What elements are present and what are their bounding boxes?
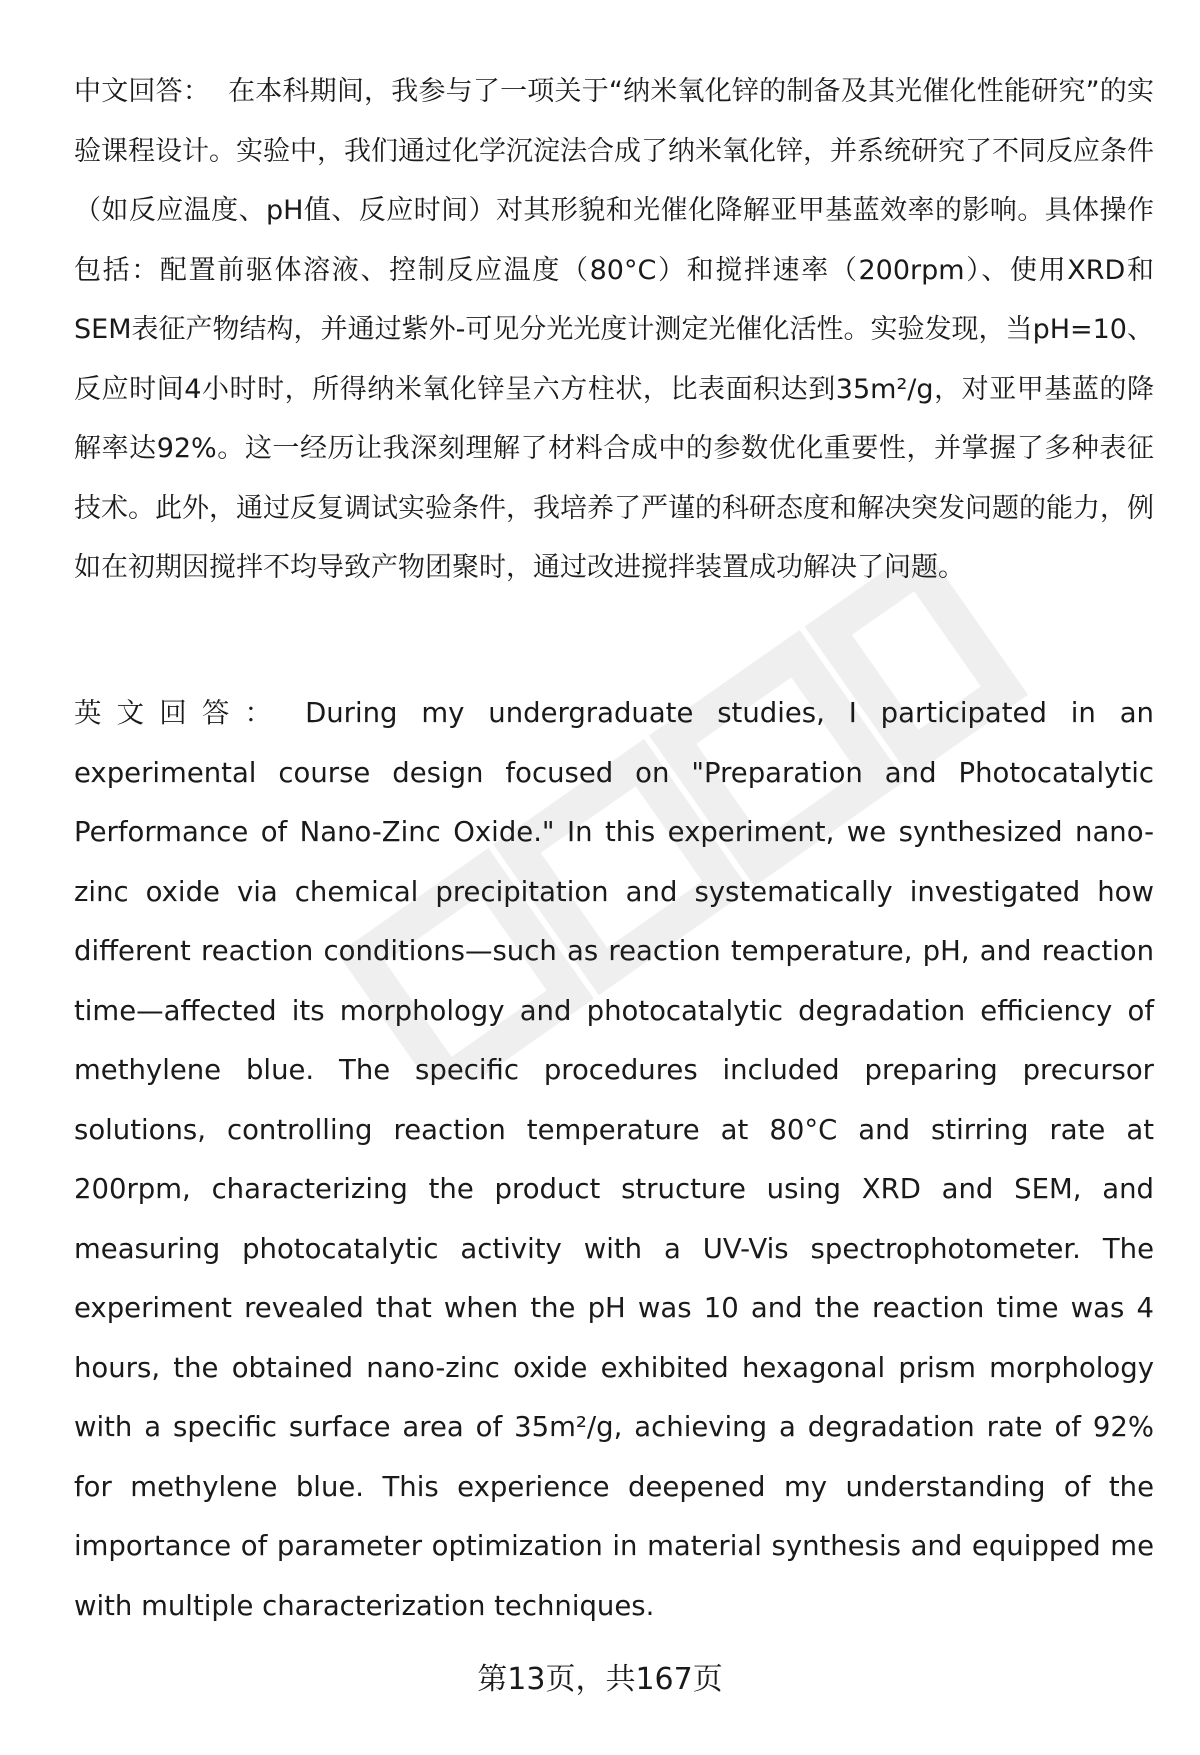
page-number-footer: 第13页，共167页: [477, 1662, 723, 1697]
chinese-answer-text: 在本科期间，我参与了一项关于“纳米氧化锌的制备及其光催化性能研究”的实验课程设计。实验中，我们通过化学沉淀法合成了纳米氧化锌，并系统研究了不同反应条件（如反应温度、pH值、反应时间）对其形貌和光催化降解亚甲基蓝效率的影响。具体操作包括：配置前驱体溶液、控制反应温度（80°C）和搅拌速率（200rpm）、使用XRD和SEM表征产物结构，并通过紫外-可见分光光度计测定光催化活性。实验发现，当pH=10、反应时间4小时时，所得纳米氧化锌呈六方柱状，比表面积达到35m²/g，对亚甲基蓝的降解率达92%。这一经历让我深刻理解了材料合成中的参数优化重要性，并掌握了多种表征技术。此外，通过反复调试实验条件，我培养了严谨的科研态度和解决突发问题的能力，例如在初期因搅拌不均导致产物团聚时，通过改进搅拌装置成功解决了问题。: [74, 76, 1154, 583]
english-answer-paragraph: [74, 684, 1154, 1636]
english-answer-label: 英文回答：: [74, 697, 288, 729]
chinese-answer-paragraph: [74, 62, 1154, 598]
english-answer-text: During my undergraduate studies, I participated in an experimental course design focused on "Preparation and Photocatalytic Performance of Nano-Zinc Oxide." In this experiment, we synthesized nano-zinc oxide via chemical precipitation and systematically investigated how different reaction conditions—such as reaction temperature, pH, and reaction time—affected its morphology and photocatalytic degradation efficiency of methylene blue. The specific procedures included preparing precursor solutions, controlling reaction temperature at 80°C and stirring rate at 200rpm, characterizing the product structure using XRD and SEM, and measuring photocatalytic activity with a UV-Vis spectrophotometer. The experiment revealed that when the pH was 10 and the reaction time was 4 hours, the obtained nano-zinc oxide exhibited hexagonal prism morphology with a specific surface area of 35m²/g, achieving a degradation rate of 92% for methylene blue. This experience deepened my understanding of the importance of parameter optimization in material synthesis and equipped me with multiple characterization techniques.: [74, 697, 1154, 1622]
chinese-answer-label: 中文回答：: [74, 76, 211, 107]
